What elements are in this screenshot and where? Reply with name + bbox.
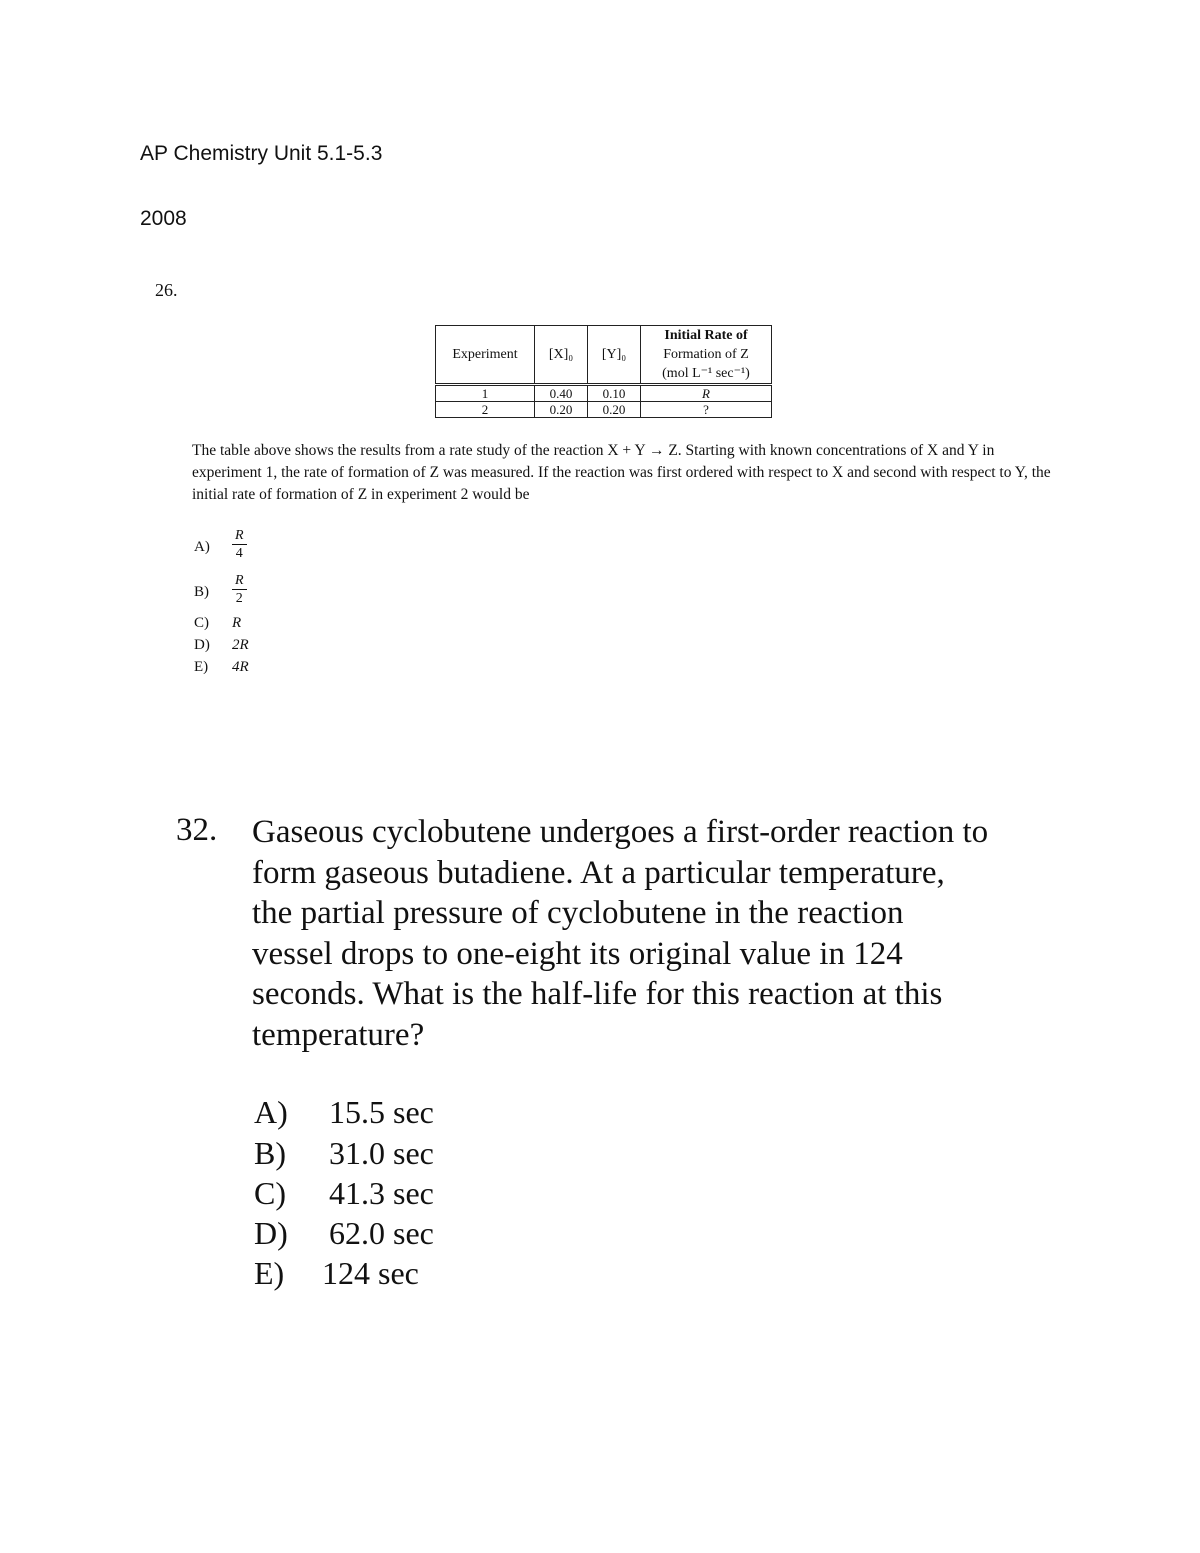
q32-option-b[interactable] bbox=[254, 1135, 514, 1175]
q26-option-d[interactable] bbox=[194, 637, 274, 657]
fraction-denominator: 2 bbox=[235, 591, 243, 606]
fraction-numerator: R bbox=[232, 527, 247, 545]
fraction-numerator: R bbox=[232, 572, 247, 590]
option-label: E) bbox=[254, 1255, 285, 1291]
year-heading: 2008 bbox=[140, 207, 187, 230]
option-label: C) bbox=[194, 615, 209, 631]
header-rate-line1: Initial Rate of bbox=[664, 328, 748, 343]
option-label: D) bbox=[194, 637, 210, 653]
option-label: B) bbox=[254, 1135, 286, 1171]
q26-option-e[interactable] bbox=[194, 659, 274, 679]
rate-table bbox=[435, 325, 772, 418]
q32-option-a[interactable] bbox=[254, 1094, 514, 1134]
q32-option-d[interactable] bbox=[254, 1215, 514, 1255]
option-value: 2R bbox=[232, 637, 249, 653]
header-y0: [Y]₀ bbox=[588, 326, 641, 385]
header-rate-line3: (mol L⁻¹ sec⁻¹) bbox=[662, 366, 750, 381]
option-label: C) bbox=[254, 1175, 286, 1211]
option-label: D) bbox=[254, 1215, 288, 1251]
fraction-denominator: 4 bbox=[235, 546, 243, 561]
option-value: 41.3 sec bbox=[329, 1175, 434, 1211]
cell-x0: 0.20 bbox=[535, 402, 588, 418]
cell-experiment: 1 bbox=[436, 385, 535, 402]
header-x0: [X]₀ bbox=[535, 326, 588, 385]
fraction bbox=[232, 527, 247, 562]
cell-y0: 0.10 bbox=[588, 385, 641, 402]
table-row bbox=[436, 385, 772, 402]
cell-rate: R bbox=[641, 385, 772, 402]
option-label: B) bbox=[194, 584, 209, 600]
table-row bbox=[436, 402, 772, 418]
option-value: 15.5 sec bbox=[329, 1094, 434, 1130]
q26-option-b[interactable] bbox=[194, 572, 274, 612]
fraction bbox=[232, 572, 247, 607]
header-rate bbox=[641, 326, 772, 385]
question-32-number: 32. bbox=[176, 812, 218, 848]
option-value: 4R bbox=[232, 659, 249, 675]
q26-option-c[interactable] bbox=[194, 615, 274, 635]
cell-y0: 0.20 bbox=[588, 402, 641, 418]
page-title: AP Chemistry Unit 5.1-5.3 bbox=[140, 142, 383, 165]
table-header-row bbox=[436, 326, 772, 385]
option-label: E) bbox=[194, 659, 209, 675]
header-experiment: Experiment bbox=[436, 326, 535, 385]
q26-option-a[interactable] bbox=[194, 527, 274, 567]
q32-option-e[interactable] bbox=[254, 1255, 514, 1295]
question-26-text: The table above shows the results from a rate study of the reaction X + Y → Z. Starting with known concentrations of X and Y in experiment 1, the rate of formation of Z was measured. If the reaction was first ordered with respect to X and second with respect to Y, the initial rate of formation of Z in experiment 2 would be bbox=[192, 442, 1051, 503]
cell-rate: ? bbox=[641, 402, 772, 418]
option-value: 31.0 sec bbox=[329, 1135, 434, 1171]
question-32-text: Gaseous cyclobutene undergoes a first-order reaction to form gaseous butadiene. At a particular temperature, the partial pressure of cyclobutene in the reaction vessel drops to one-eight its original value in 124 seconds. What is the half-life for this reaction at this temperature? bbox=[252, 814, 989, 1053]
question-26-number: 26. bbox=[155, 280, 178, 300]
option-value: 62.0 sec bbox=[329, 1215, 434, 1251]
option-label: A) bbox=[254, 1094, 288, 1130]
cell-x0: 0.40 bbox=[535, 385, 588, 402]
q32-option-c[interactable] bbox=[254, 1175, 514, 1215]
header-rate-line2: Formation of Z bbox=[663, 347, 749, 362]
option-value: 124 sec bbox=[322, 1255, 419, 1291]
cell-experiment: 2 bbox=[436, 402, 535, 418]
option-label: A) bbox=[194, 539, 210, 555]
option-value: R bbox=[232, 615, 242, 631]
